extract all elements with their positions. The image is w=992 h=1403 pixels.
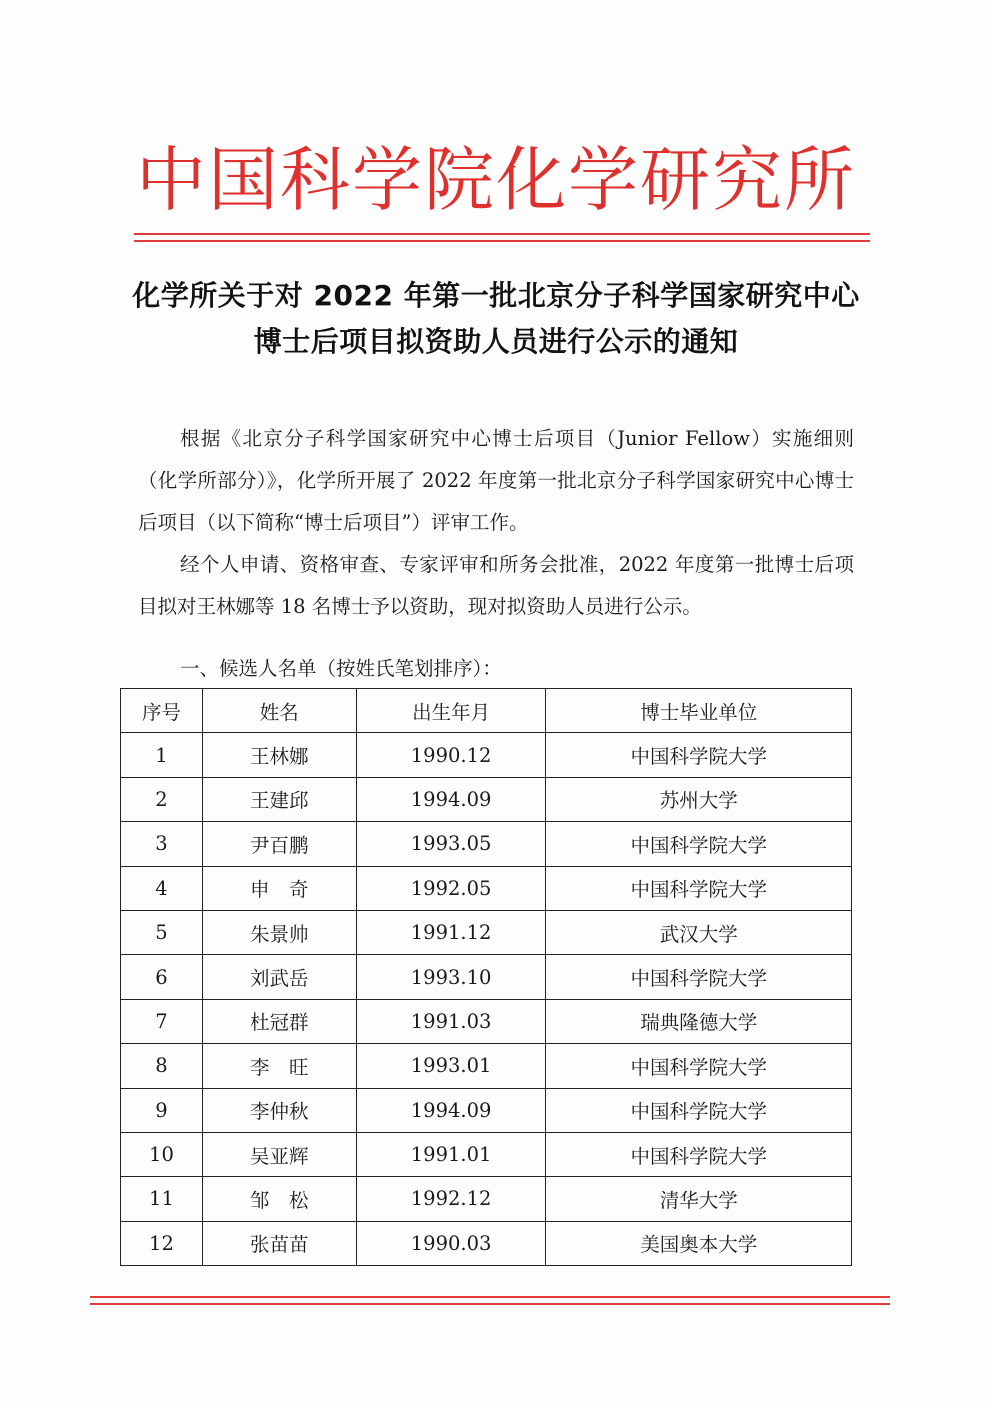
cell-birth: 1990.12 bbox=[356, 733, 546, 777]
cell-number: 11 bbox=[121, 1177, 203, 1221]
candidate-table bbox=[120, 688, 852, 1266]
table-row bbox=[121, 1132, 852, 1176]
cell-name: 尹百鹏 bbox=[202, 822, 356, 866]
cell-name: 李 旺 bbox=[202, 1044, 356, 1088]
cell-name: 李仲秋 bbox=[202, 1088, 356, 1132]
notice-title-line-1: 化学所关于对 2022 年第一批北京分子科学国家研究中心 bbox=[132, 279, 860, 312]
cell-university: 清华大学 bbox=[546, 1177, 852, 1221]
table-row bbox=[121, 999, 852, 1043]
cell-university: 武汉大学 bbox=[546, 910, 852, 954]
cell-birth: 1994.09 bbox=[356, 1088, 546, 1132]
cell-birth: 1993.05 bbox=[356, 822, 546, 866]
cell-name: 王建邱 bbox=[202, 777, 356, 821]
cell-name: 吴亚辉 bbox=[202, 1132, 356, 1176]
column-header-number: 序号 bbox=[121, 689, 203, 733]
cell-name: 张苗苗 bbox=[202, 1221, 356, 1265]
notice-title-line-2: 博士后项目拟资助人员进行公示的通知 bbox=[253, 325, 739, 358]
cell-number: 4 bbox=[121, 866, 203, 910]
column-header-name: 姓名 bbox=[202, 689, 356, 733]
cell-university: 中国科学院大学 bbox=[546, 866, 852, 910]
cell-university: 中国科学院大学 bbox=[546, 1044, 852, 1088]
cell-university: 美国奥本大学 bbox=[546, 1221, 852, 1265]
cell-name: 杜冠群 bbox=[202, 999, 356, 1043]
footer-rule-upper bbox=[90, 1296, 890, 1298]
cell-university: 中国科学院大学 bbox=[546, 1132, 852, 1176]
cell-birth: 1991.12 bbox=[356, 910, 546, 954]
footer-rule-lower bbox=[90, 1303, 890, 1305]
candidate-list-heading: 一、候选人名单（按姓氏笔划排序）： bbox=[180, 657, 502, 680]
header-rule-lower bbox=[134, 240, 870, 242]
cell-university: 中国科学院大学 bbox=[546, 733, 852, 777]
body-paragraph-2: 经个人申请、资格审查、专家评审和所务会批准，2022 年度第一批博士后项目拟对王林娜等 18 名博士予以资助，现对拟资助人员进行公示。 bbox=[138, 553, 854, 618]
cell-university: 中国科学院大学 bbox=[546, 955, 852, 999]
table-row bbox=[121, 910, 852, 954]
institution-masthead: 中国科学院化学研究所 bbox=[136, 139, 856, 221]
cell-number: 8 bbox=[121, 1044, 203, 1088]
cell-birth: 1992.12 bbox=[356, 1177, 546, 1221]
cell-number: 3 bbox=[121, 822, 203, 866]
cell-name: 刘武岳 bbox=[202, 955, 356, 999]
cell-number: 7 bbox=[121, 999, 203, 1043]
cell-birth: 1991.01 bbox=[356, 1132, 546, 1176]
cell-name: 王林娜 bbox=[202, 733, 356, 777]
table-row bbox=[121, 1177, 852, 1221]
table-row bbox=[121, 822, 852, 866]
cell-birth: 1991.03 bbox=[356, 999, 546, 1043]
cell-name: 邹 松 bbox=[202, 1177, 356, 1221]
cell-name: 朱景帅 bbox=[202, 910, 356, 954]
table-row bbox=[121, 1044, 852, 1088]
cell-university: 中国科学院大学 bbox=[546, 1088, 852, 1132]
cell-number: 1 bbox=[121, 733, 203, 777]
cell-number: 5 bbox=[121, 910, 203, 954]
column-header-university: 博士毕业单位 bbox=[546, 689, 852, 733]
cell-birth: 1990.03 bbox=[356, 1221, 546, 1265]
table-header-row bbox=[121, 689, 852, 733]
header-rule-upper bbox=[134, 233, 870, 235]
cell-number: 12 bbox=[121, 1221, 203, 1265]
table-row bbox=[121, 866, 852, 910]
table-row bbox=[121, 955, 852, 999]
cell-birth: 1993.01 bbox=[356, 1044, 546, 1088]
cell-birth: 1994.09 bbox=[356, 777, 546, 821]
column-header-birth: 出生年月 bbox=[356, 689, 546, 733]
table-row bbox=[121, 777, 852, 821]
cell-number: 6 bbox=[121, 955, 203, 999]
cell-birth: 1992.05 bbox=[356, 866, 546, 910]
cell-university: 中国科学院大学 bbox=[546, 822, 852, 866]
cell-number: 10 bbox=[121, 1132, 203, 1176]
cell-number: 9 bbox=[121, 1088, 203, 1132]
cell-university: 苏州大学 bbox=[546, 777, 852, 821]
cell-name: 申 奇 bbox=[202, 866, 356, 910]
cell-university: 瑞典隆德大学 bbox=[546, 999, 852, 1043]
table-row bbox=[121, 733, 852, 777]
table-row bbox=[121, 1088, 852, 1132]
cell-birth: 1993.10 bbox=[356, 955, 546, 999]
cell-number: 2 bbox=[121, 777, 203, 821]
body-paragraph-1: 根据《北京分子科学国家研究中心博士后项目（Junior Fellow）实施细则（化学所部分）》，化学所开展了 2022 年度第一批北京分子科学国家研究中心博士后项目（以下简称“博士后项目”）评审工作。 bbox=[138, 427, 854, 534]
table-row bbox=[121, 1221, 852, 1265]
